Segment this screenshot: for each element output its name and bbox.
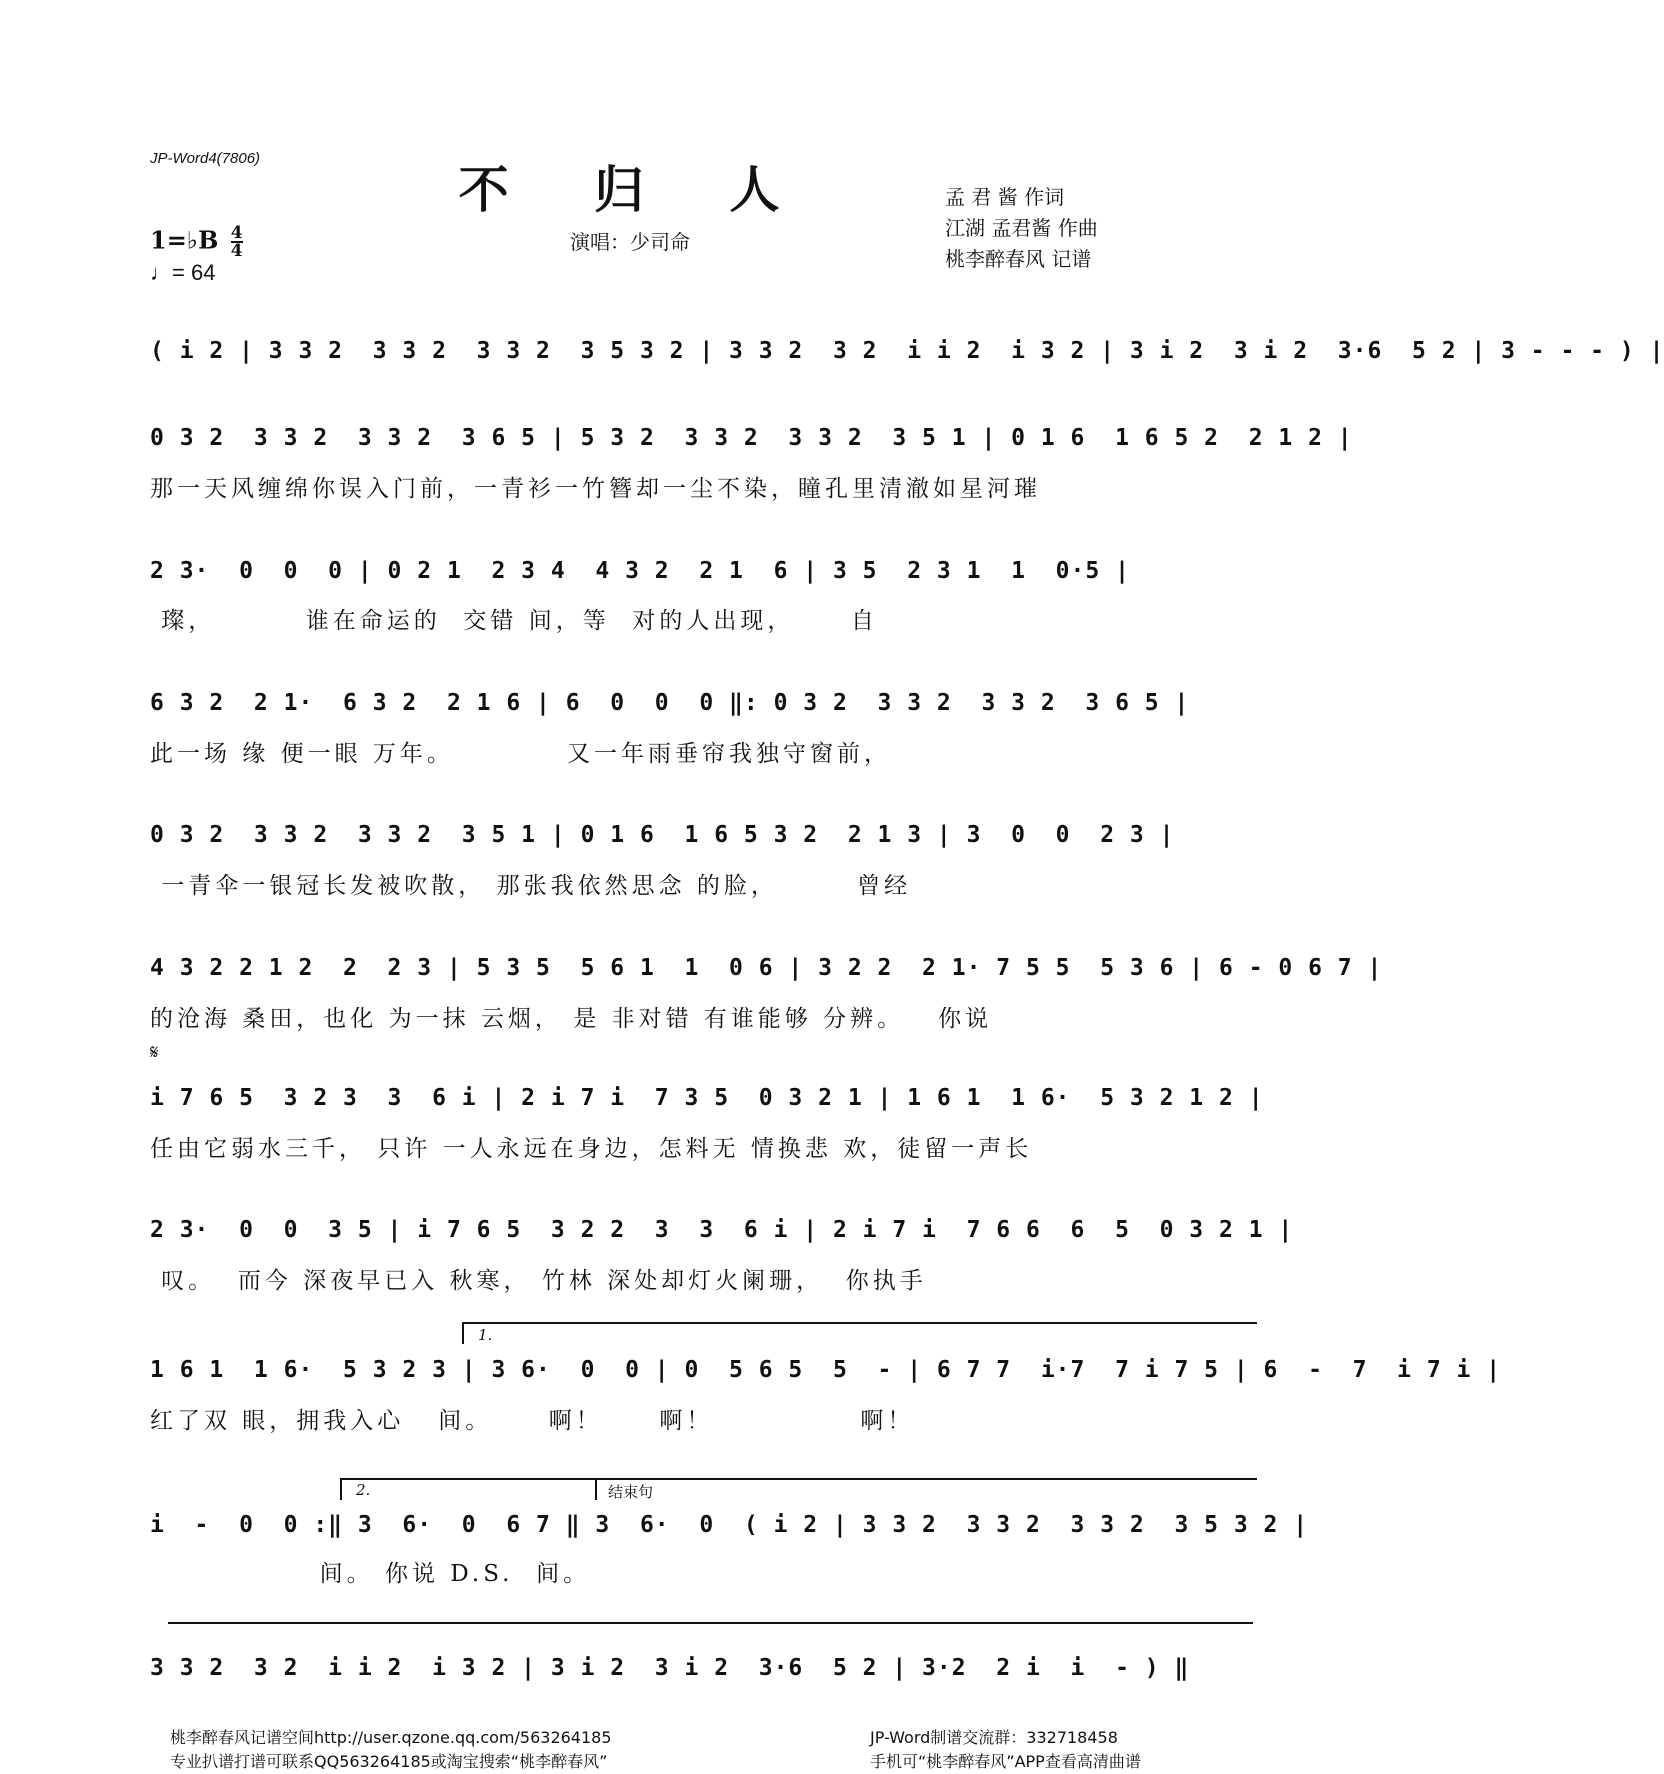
footer-contact: 专业扒谱打谱可联系QQ563264185或淘宝搜索“桃李醉春风” <box>170 1752 608 1771</box>
music-line: 0 3 2 3 3 2 3 3 2 3 5 1 | 0 1 6 1 6 5 3 2 2 1 3 | 3 0 0 2 3 | <box>150 822 1175 848</box>
time-bottom: 4 <box>230 241 243 261</box>
volta-one: 1. <box>478 1326 493 1344</box>
time-top: 4 <box>230 223 243 243</box>
music-line: i 7 6 5 3 2 3 3 6 i | 2 i 7 i 7 3 5 0 3 2 1 | 1 6 1 1 6· 5 3 2 1 2 | <box>150 1085 1264 1111</box>
lyric-line: 任由它弱水三千， 只许 一人永远在身边，怎料无 情换悲 欢，徒留一声长 <box>150 1136 1033 1162</box>
footer-group: JP-Word制谱交流群：332718458 <box>870 1728 1118 1747</box>
music-line: 3 3 2 3 2 i i 2 i 3 2 | 3 i 2 3 i 2 3·6 5 2 | 3·2 2 i i - ) ‖ <box>150 1655 1190 1681</box>
time-signature <box>231 225 243 259</box>
lyric-line: 叹。 而今 深夜早已入 秋寒， 竹林 深处却灯火阑珊， 你执手 <box>150 1268 927 1294</box>
lyric-line: 璨， 谁在命运的 交错 间，等 对的人出现， 自 <box>150 608 878 634</box>
footer-right <box>870 1726 1141 1774</box>
lyric-line: 间。 你说 D.S. 间。 <box>150 1561 591 1587</box>
footer-app: 手机可“桃李醉春风”APP查看高清曲谱 <box>870 1752 1141 1771</box>
song-title: 不 归 人 <box>458 160 814 219</box>
music-line: ( i 2 | 3 3 2 3 3 2 3 3 2 3 5 3 2 | 3 3 2 3 2 i i 2 i 3 2 | 3 i 2 3 i 2 3·6 5 2 | 3 - - - ) | <box>150 338 1664 364</box>
transcriber-credit: 桃李醉春风 记谱 <box>945 247 1092 271</box>
tempo-marking: ♩= 64 <box>150 260 216 285</box>
volta-bracket-edge <box>340 1478 342 1500</box>
software-label: JP-Word4(7806) <box>150 150 261 167</box>
lyricist-credit: 孟 君 酱 作词 <box>945 185 1065 209</box>
music-line: 2 3· 0 0 0 | 0 2 1 2 3 4 4 3 2 2 1 6 | 3 5 2 3 1 1 0·5 | <box>150 558 1130 584</box>
music-line: 4 3 2 2 1 2 2 2 3 | 5 3 5 5 6 1 1 0 6 | 3 2 2 2 1· 7 5 5 5 3 6 | 6 - 0 6 7 | <box>150 955 1383 981</box>
singer-credit: 演唱：少司命 <box>570 230 690 254</box>
lyric-line: 的沧海 桑田，也化 为一抹 云烟， 是 非对错 有谁能够 分辨。 你说 <box>150 1006 993 1032</box>
volta-bracket <box>462 1322 1257 1324</box>
music-line: 0 3 2 3 3 2 3 3 2 3 6 5 | 5 3 2 3 3 2 3 3 2 3 5 1 | 0 1 6 1 6 5 2 2 1 2 | <box>150 425 1353 451</box>
key-label: 1=♭B <box>150 225 219 255</box>
music-line: 2 3· 0 0 3 5 | i 7 6 5 3 2 2 3 3 6 i | 2 i 7 i 7 6 6 6 5 0 3 2 1 | <box>150 1217 1294 1243</box>
footer-left <box>170 1726 612 1774</box>
key-signature <box>150 225 243 259</box>
music-line: 1 6 1 1 6· 5 3 2 3 | 3 6· 0 0 | 0 5 6 5 5 - | 6 7 7 i·7 7 i 7 5 | 6 - 7 i 7 i | <box>150 1357 1502 1383</box>
lyric-line: 那一天风缠绵你误入门前，一青衫一竹簪却一尘不染，瞳孔里清澈如星河璀 <box>150 476 1041 502</box>
volta-bracket <box>340 1478 1257 1480</box>
music-line: 6 3 2 2 1· 6 3 2 2 1 6 | 6 0 0 0 ‖: 0 3 2 3 3 2 3 3 2 3 6 5 | <box>150 690 1190 716</box>
volta-two: 2. <box>356 1481 371 1499</box>
lyric-line: 红了双 眼，拥我入心 间。 啊！ 啊！ 啊！ <box>150 1408 915 1434</box>
segno-sign: 𝄋 <box>150 1040 159 1064</box>
volta-bracket-edge <box>462 1322 464 1344</box>
footer-url: 桃李醉春风记谱空间http://user.qzone.qq.com/563264185 <box>170 1728 612 1747</box>
lyric-line: 此一场 缘 便一眼 万年。 又一年雨垂帘我独守窗前， <box>150 741 892 767</box>
credits-block <box>945 182 1098 275</box>
lyric-line: 一青伞一银冠长发被吹散， 那张我依然思念 的脸， 曾经 <box>150 873 912 899</box>
ending-label: 结束句 <box>608 1483 654 1501</box>
phrase-line <box>168 1622 1253 1624</box>
composer-credit: 江湖 孟君酱 作曲 <box>945 216 1098 240</box>
music-line: i - 0 0 :‖ 3 6· 0 6 7 ‖ 3 6· 0 ( i 2 | 3 3 2 3 3 2 3 3 2 3 5 3 2 | <box>150 1512 1309 1538</box>
ending-bracket-edge <box>595 1478 597 1500</box>
